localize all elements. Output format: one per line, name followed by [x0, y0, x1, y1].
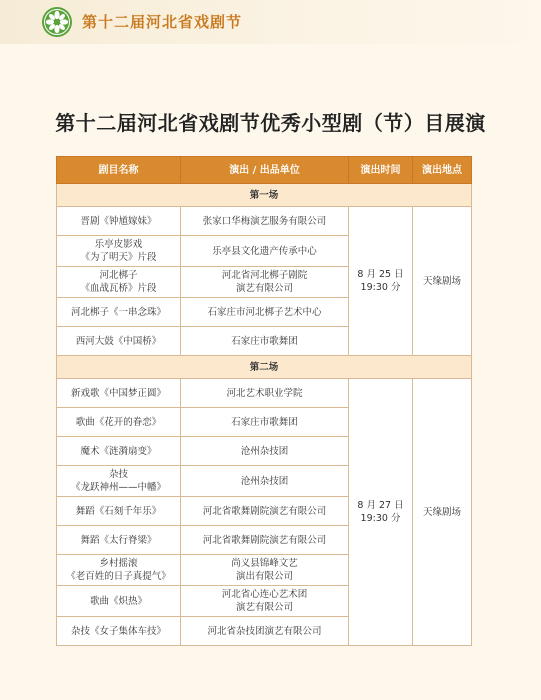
performance-time-cell — [349, 207, 413, 356]
program-name: 西河大鼓《中国桥》 — [75, 335, 162, 347]
session-label: 第一场 — [57, 184, 472, 207]
column-header-unit: 演出 / 出品单位 — [181, 157, 349, 184]
program-name-cell — [57, 555, 181, 586]
program-name: 杂技《女子集体车技》 — [70, 625, 166, 637]
performing-unit: 张家口华梅演艺服务有限公司 — [202, 215, 327, 227]
performing-unit-cell — [181, 327, 349, 356]
table-header-row — [57, 157, 472, 184]
column-header-venue: 演出地点 — [413, 157, 472, 184]
program-name: 乡村摇滚 — [99, 558, 138, 569]
program-name-cell — [57, 408, 181, 437]
program-name: 舞蹈《太行脊梁》 — [80, 534, 157, 546]
performing-unit-cell — [181, 207, 349, 236]
program-name-cell — [57, 267, 181, 298]
program-name: 晋剧《钟馗嫁妹》 — [80, 215, 157, 227]
table-row — [57, 379, 472, 408]
performance-time: 19:30 分 — [360, 513, 401, 524]
program-name: 《为了明天》片段 — [80, 252, 157, 263]
program-name: 新戏歌《中国梦正圆》 — [70, 387, 166, 399]
program-name-cell — [57, 466, 181, 497]
performing-unit-cell — [181, 298, 349, 327]
session-row — [57, 184, 472, 207]
performance-time-cell — [349, 379, 413, 646]
program-name-cell — [57, 586, 181, 617]
table-row — [57, 207, 472, 236]
performing-unit-cell — [181, 586, 349, 617]
schedule-table-body — [57, 184, 472, 646]
performing-unit: 演出有限公司 — [235, 571, 293, 582]
program-name: 歌曲《花开的眷恋》 — [75, 416, 162, 428]
program-name: 河北梆子《一串念珠》 — [70, 306, 166, 318]
performing-unit: 河北艺术职业学院 — [226, 387, 303, 399]
column-header-time: 演出时间 — [349, 157, 413, 184]
performing-unit-cell — [181, 236, 349, 267]
performing-unit: 河北省歌舞剧院演艺有限公司 — [202, 534, 327, 546]
performing-unit-cell — [181, 408, 349, 437]
program-name-cell — [57, 236, 181, 267]
program-name: 杂技 — [108, 469, 128, 480]
performance-venue: 天缘剧场 — [413, 379, 472, 646]
performing-unit: 演艺有限公司 — [235, 602, 293, 613]
program-name-cell — [57, 617, 181, 646]
festival-name: 第十二届河北省戏剧节 — [82, 13, 243, 31]
program-name-cell — [57, 437, 181, 466]
column-header-program: 剧目名称 — [57, 157, 181, 184]
performance-time: 8 月 25 日 — [357, 269, 404, 280]
program-name-cell — [57, 497, 181, 526]
performing-unit-cell — [181, 497, 349, 526]
program-name: 舞蹈《石刻千年乐》 — [75, 505, 162, 517]
program-name-cell — [57, 207, 181, 236]
program-name: 《老百姓的日子真提气》 — [66, 571, 171, 582]
performing-unit: 河北省杂技团演艺有限公司 — [207, 625, 322, 637]
performing-unit-cell — [181, 437, 349, 466]
program-name: 《龙跃神州——中幡》 — [70, 482, 166, 493]
performing-unit: 乐亭县文化遗产传承中心 — [212, 245, 317, 257]
program-name: 魔术《涟漪扇变》 — [80, 445, 157, 457]
program-name: 乐亭皮影戏 — [94, 239, 143, 250]
performing-unit: 尚义县锦峰文艺 — [231, 558, 298, 569]
program-name: 歌曲《炽热》 — [89, 595, 147, 607]
program-name-cell — [57, 379, 181, 408]
page-title: 第十二届河北省戏剧节优秀小型剧（节）目展演 — [55, 111, 486, 135]
performing-unit: 石家庄市歌舞团 — [231, 416, 298, 428]
performing-unit: 河北省歌舞剧院演艺有限公司 — [202, 505, 327, 517]
festival-logo-icon — [41, 6, 73, 38]
performing-unit-cell — [181, 267, 349, 298]
performing-unit-cell — [181, 617, 349, 646]
performing-unit-cell — [181, 466, 349, 497]
performing-unit: 沧州杂技团 — [240, 445, 289, 457]
performing-unit: 沧州杂技团 — [240, 475, 289, 487]
performance-venue: 天缘剧场 — [413, 207, 472, 356]
performing-unit: 河北省河北梆子剧院 — [221, 270, 308, 281]
session-label: 第二场 — [57, 356, 472, 379]
program-name-cell — [57, 327, 181, 356]
program-name-cell — [57, 526, 181, 555]
schedule-table — [56, 156, 472, 646]
performance-time: 19:30 分 — [360, 282, 401, 293]
performing-unit-cell — [181, 555, 349, 586]
performing-unit: 石家庄市歌舞团 — [231, 335, 298, 347]
performing-unit: 演艺有限公司 — [235, 283, 293, 294]
program-name-cell — [57, 298, 181, 327]
performing-unit-cell — [181, 379, 349, 408]
performing-unit: 河北省心连心艺术团 — [221, 589, 308, 600]
performing-unit-cell — [181, 526, 349, 555]
performing-unit: 石家庄市河北梆子艺术中心 — [207, 306, 322, 318]
session-row — [57, 356, 472, 379]
performance-time: 8 月 27 日 — [357, 500, 404, 511]
program-name: 《血战瓦桥》片段 — [80, 283, 157, 294]
program-name: 河北梆子 — [99, 270, 138, 281]
